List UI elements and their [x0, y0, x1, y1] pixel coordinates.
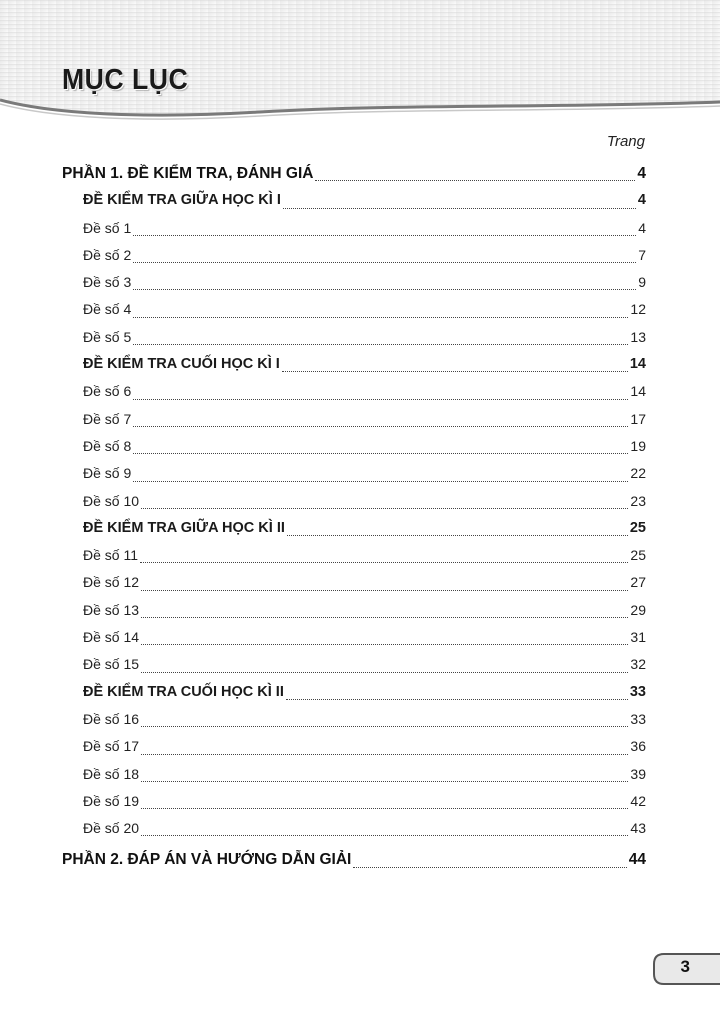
toc-entry-page: 36 [630, 738, 646, 755]
toc-section-entry[interactable] [62, 351, 646, 378]
toc-entry-page: 25 [630, 547, 646, 564]
dot-leader [283, 207, 636, 209]
toc-entry-page: 33 [629, 683, 646, 700]
dot-leader [141, 725, 628, 727]
dot-leader [141, 643, 628, 645]
toc-entry-label: ĐỀ KIỂM TRA CUỐI HỌC KÌ I [83, 356, 280, 373]
toc-exam-entry[interactable] [62, 324, 646, 351]
toc-part-entry[interactable] [62, 846, 646, 873]
toc-exam-entry[interactable] [62, 378, 646, 405]
toc-entry-page: 31 [630, 629, 646, 646]
dot-leader [141, 616, 628, 618]
table-of-contents [62, 160, 646, 874]
toc-exam-entry[interactable] [62, 706, 646, 733]
page-number: 3 [680, 957, 690, 976]
dot-leader [141, 834, 628, 836]
toc-entry-label: PHẦN 1. ĐỀ KIỂM TRA, ĐÁNH GIÁ [62, 165, 314, 182]
toc-part-entry[interactable] [62, 160, 646, 187]
toc-entry-page: 4 [637, 165, 646, 182]
toc-exam-entry[interactable] [62, 569, 646, 596]
toc-entry-label: Đề số 8 [83, 437, 132, 454]
toc-exam-entry[interactable] [62, 597, 646, 624]
toc-entry-page: 44 [628, 851, 646, 869]
toc-exam-entry[interactable] [62, 542, 646, 569]
toc-entry-label: PHẦN 2. ĐÁP ÁN VÀ HƯỚNG DẪN GIẢI [62, 851, 352, 869]
toc-entry-label: ĐỀ KIỂM TRA GIỮA HỌC KÌ I [83, 192, 281, 209]
toc-entry-label: Đề số 3 [83, 274, 132, 291]
toc-entry-page: 7 [638, 246, 646, 263]
toc-exam-entry[interactable] [62, 651, 646, 678]
dot-leader [133, 316, 628, 318]
toc-exam-entry[interactable] [62, 296, 646, 323]
toc-entry-label: Đề số 2 [83, 246, 132, 263]
toc-entry-page: 4 [638, 219, 646, 236]
dot-leader [286, 698, 628, 700]
toc-entry-label: ĐỀ KIỂM TRA CUỐI HỌC KÌ II [83, 683, 284, 700]
toc-entry-page: 19 [630, 437, 646, 454]
toc-entry-page: 14 [629, 356, 646, 373]
dot-leader [133, 480, 628, 482]
toc-exam-entry[interactable] [62, 788, 646, 815]
dot-leader [133, 234, 636, 236]
toc-exam-entry[interactable] [62, 269, 646, 296]
dot-leader [315, 179, 635, 181]
dot-leader [141, 589, 628, 591]
dot-leader [141, 753, 628, 755]
toc-exam-entry[interactable] [62, 624, 646, 651]
dot-leader [140, 561, 628, 563]
dot-leader [133, 425, 628, 427]
toc-exam-entry[interactable] [62, 488, 646, 515]
toc-entry-label: Đề số 15 [83, 656, 140, 673]
toc-entry-page: 12 [630, 301, 646, 318]
toc-exam-entry[interactable] [62, 242, 646, 269]
toc-entry-label: Đề số 17 [83, 738, 140, 755]
toc-entry-label: Đề số 4 [83, 301, 132, 318]
toc-entry-page: 13 [630, 328, 646, 345]
toc-exam-entry[interactable] [62, 215, 646, 242]
toc-exam-entry[interactable] [62, 733, 646, 760]
toc-section-entry[interactable] [62, 515, 646, 542]
toc-exam-entry[interactable] [62, 460, 646, 487]
toc-entry-page: 43 [630, 820, 646, 837]
toc-entry-page: 33 [630, 710, 646, 727]
toc-entry-label: Đề số 14 [83, 629, 140, 646]
toc-entry-label: Đề số 10 [83, 492, 140, 509]
toc-entry-label: Đề số 20 [83, 820, 140, 837]
toc-section-entry[interactable] [62, 679, 646, 706]
toc-entry-label: Đề số 16 [83, 710, 140, 727]
dot-leader [141, 807, 628, 809]
dot-leader [133, 343, 628, 345]
toc-entry-page: 42 [630, 792, 646, 809]
dot-leader [141, 671, 628, 673]
toc-entry-page: 14 [630, 383, 646, 400]
toc-entry-page: 9 [638, 274, 646, 291]
toc-entry-label: Đề số 7 [83, 410, 132, 427]
toc-entry-label: Đề số 12 [83, 574, 140, 591]
page-column-label: Trang [606, 133, 645, 150]
dot-leader [282, 370, 628, 372]
toc-exam-entry[interactable] [62, 815, 646, 842]
dot-leader [133, 398, 628, 400]
toc-entry-page: 4 [637, 192, 646, 209]
dot-leader [353, 866, 626, 868]
toc-entry-label: Đề số 13 [83, 601, 140, 618]
toc-entry-page: 27 [630, 574, 646, 591]
toc-entry-label: Đề số 6 [83, 383, 132, 400]
toc-entry-label: Đề số 19 [83, 792, 140, 809]
toc-section-entry[interactable] [62, 187, 646, 214]
toc-entry-label: Đề số 1 [83, 219, 132, 236]
toc-exam-entry[interactable] [62, 761, 646, 788]
toc-entry-label: Đề số 9 [83, 465, 132, 482]
dot-leader [133, 452, 628, 454]
toc-entry-page: 17 [630, 410, 646, 427]
toc-entry-page: 25 [629, 519, 646, 536]
toc-entry-page: 23 [630, 492, 646, 509]
toc-entry-label: Đề số 5 [83, 328, 132, 345]
dot-leader [141, 507, 628, 509]
toc-entry-page: 22 [630, 465, 646, 482]
toc-entry-page: 39 [630, 765, 646, 782]
toc-entry-label: ĐỀ KIỂM TRA GIỮA HỌC KÌ II [83, 519, 285, 536]
toc-entry-label: Đề số 18 [83, 765, 140, 782]
page-title: MỤC LỤC [62, 64, 189, 96]
dot-leader [133, 261, 636, 263]
dot-leader [141, 780, 628, 782]
toc-exam-entry[interactable] [62, 406, 646, 433]
dot-leader [133, 288, 636, 290]
toc-entry-page: 29 [630, 601, 646, 618]
toc-entry-page: 32 [630, 656, 646, 673]
toc-exam-entry[interactable] [62, 433, 646, 460]
toc-entry-label: Đề số 11 [83, 547, 138, 564]
dot-leader [287, 534, 628, 536]
